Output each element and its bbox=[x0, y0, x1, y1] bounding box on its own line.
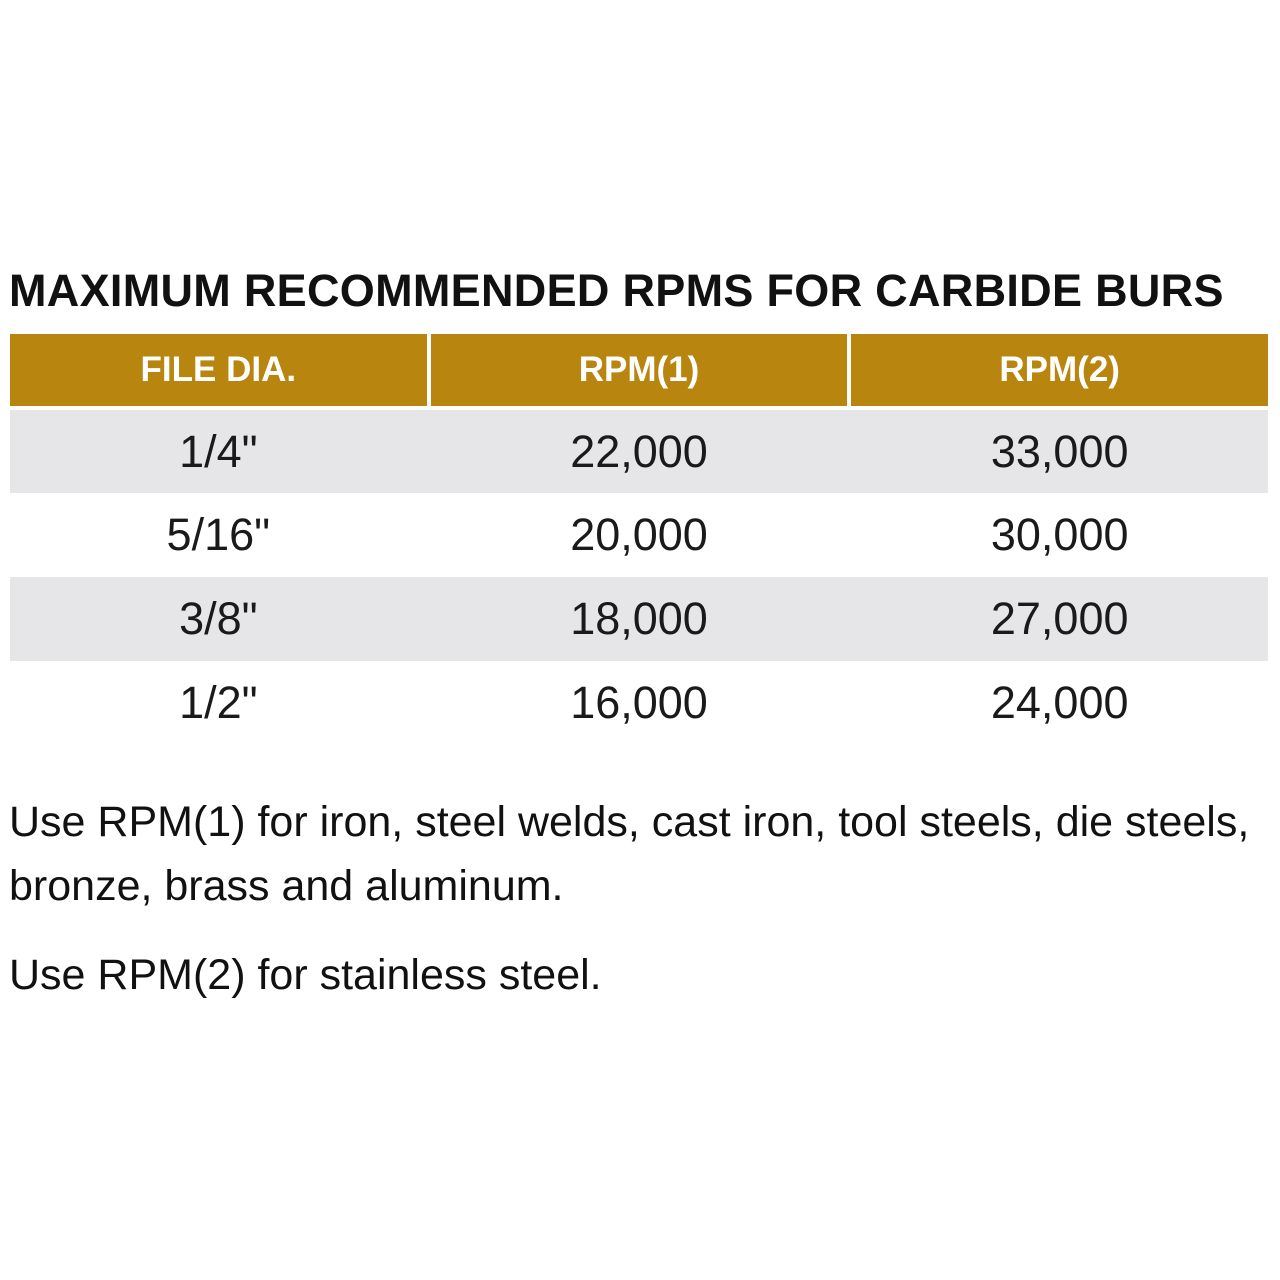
page-title: MAXIMUM RECOMMENDED RPMS FOR CARBIDE BURS bbox=[9, 265, 1224, 316]
cell-rpm-1: 18,000 bbox=[570, 593, 708, 644]
table-header-row bbox=[10, 334, 1268, 406]
note-rpm-2: Use RPM(2) for stainless steel. bbox=[9, 951, 602, 999]
cell-file-dia: 1/2" bbox=[179, 677, 258, 728]
table-row bbox=[10, 661, 1268, 745]
table-row bbox=[10, 577, 1268, 661]
table-row bbox=[10, 493, 1268, 577]
header-rpm-1: RPM(1) bbox=[431, 334, 848, 406]
note-rpm-1: Use RPM(1) for iron, steel welds, cast iron, tool steels, die steels, bronze, brass and aluminum. bbox=[9, 798, 1250, 910]
header-file-dia: FILE DIA. bbox=[10, 334, 427, 406]
rpm-table bbox=[10, 334, 1268, 745]
cell-rpm-2: 33,000 bbox=[990, 425, 1129, 477]
header-rpm-2: RPM(2) bbox=[851, 334, 1268, 406]
cell-rpm-1: 22,000 bbox=[570, 425, 708, 477]
cell-file-dia: 3/8" bbox=[179, 593, 258, 644]
cell-file-dia: 5/16" bbox=[166, 509, 271, 560]
cell-file-dia: 1/4" bbox=[179, 425, 258, 477]
table-row bbox=[10, 410, 1268, 493]
cell-rpm-2: 24,000 bbox=[990, 677, 1129, 728]
cell-rpm-2: 27,000 bbox=[990, 593, 1129, 644]
cell-rpm-2: 30,000 bbox=[990, 509, 1129, 560]
cell-rpm-1: 16,000 bbox=[570, 677, 708, 728]
cell-rpm-1: 20,000 bbox=[570, 509, 708, 560]
